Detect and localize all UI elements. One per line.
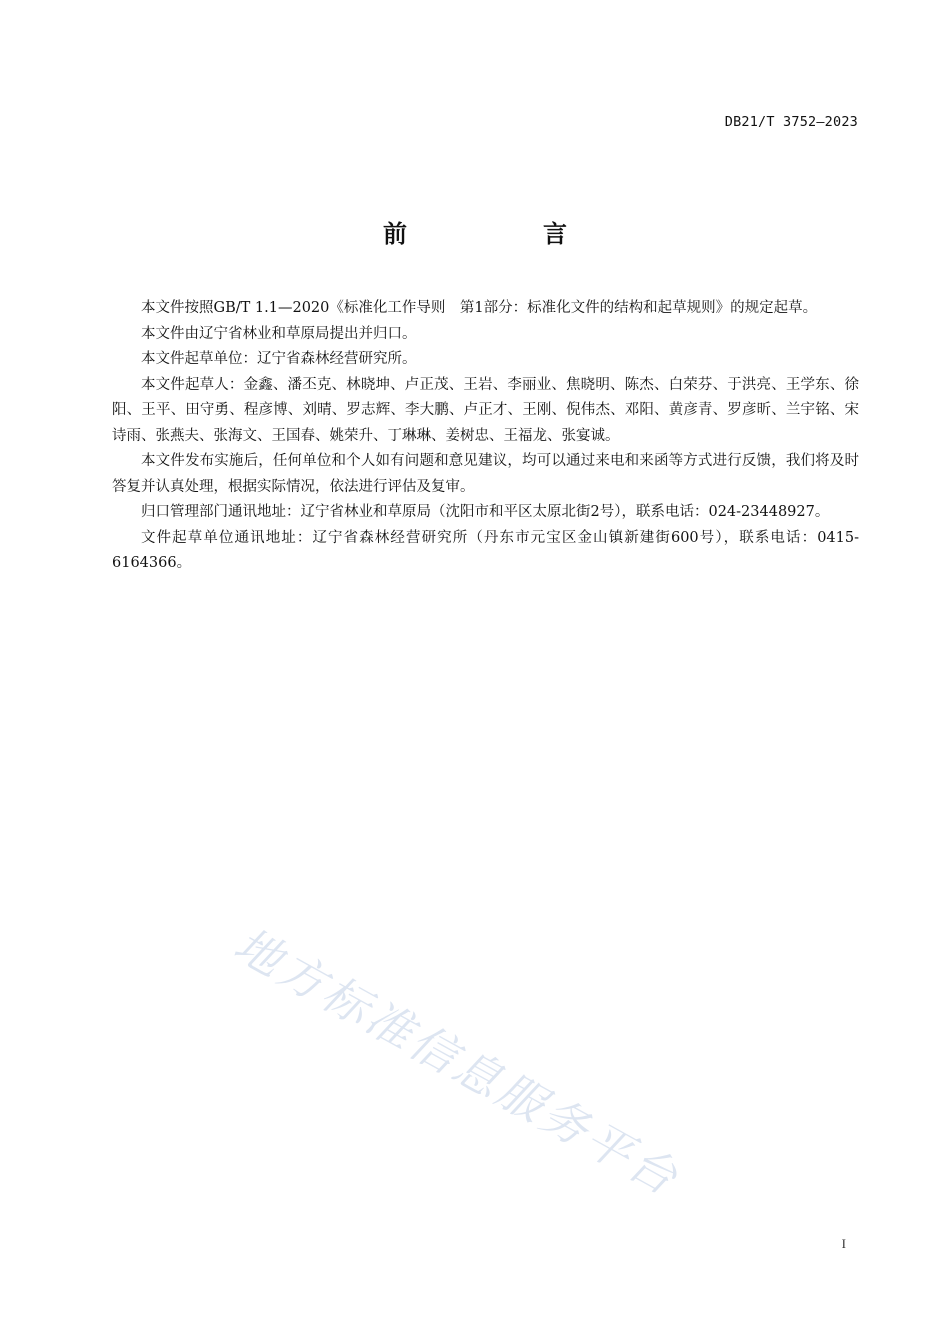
paragraph-drafter-contact: 文件起草单位通讯地址：辽宁省森林经营研究所（丹东市元宝区金山镇新建街600号），联系电话：0415-6164366。	[112, 529, 859, 571]
paragraph-drafting-unit: 本文件起草单位：辽宁省森林经营研究所。	[141, 351, 417, 367]
paragraph-drafting-rule: 本文件按照GB/T 1.1—2020《标准化工作导则 第1部分：标准化文件的结构和起草规则》的规定起草。	[141, 300, 818, 316]
paragraph-proposer: 本文件由辽宁省林业和草原局提出并归口。	[141, 325, 417, 342]
page-number: I	[841, 1236, 846, 1251]
paragraph-admin-contact: 归口管理部门通讯地址：辽宁省林业和草原局（沈阳市和平区太原北街2号），联系电话：024-23448927。	[141, 504, 830, 520]
standard-code: DB21/T 3752—2023	[724, 114, 858, 130]
watermark: 地方标准信息服务平台	[225, 917, 689, 1207]
page-title: 前 言	[383, 220, 623, 248]
foreword-body	[112, 296, 859, 577]
paragraph-feedback: 本文件发布实施后，任何单位和个人如有问题和意见建议，均可以通过来电和来函等方式进行反馈，我们将及时答复并认真处理，根据实际情况，依法进行评估及复审。	[112, 453, 859, 495]
paragraph-drafters: 本文件起草人：金鑫、潘丕克、林晓坤、卢正茂、王岩、李丽业、焦晓明、陈杰、白荣芬、于洪亮、王学东、徐阳、王平、田守勇、程彦博、刘晴、罗志辉、李大鹏、卢正才、王刚、倪伟杰、邓阳、黄彦青、罗彦昕、兰宇铭、宋诗雨、张燕夫、张海文、王国春、姚荣升、丁琳琳、姜树忠、王福龙、张宴诚。	[112, 376, 859, 444]
